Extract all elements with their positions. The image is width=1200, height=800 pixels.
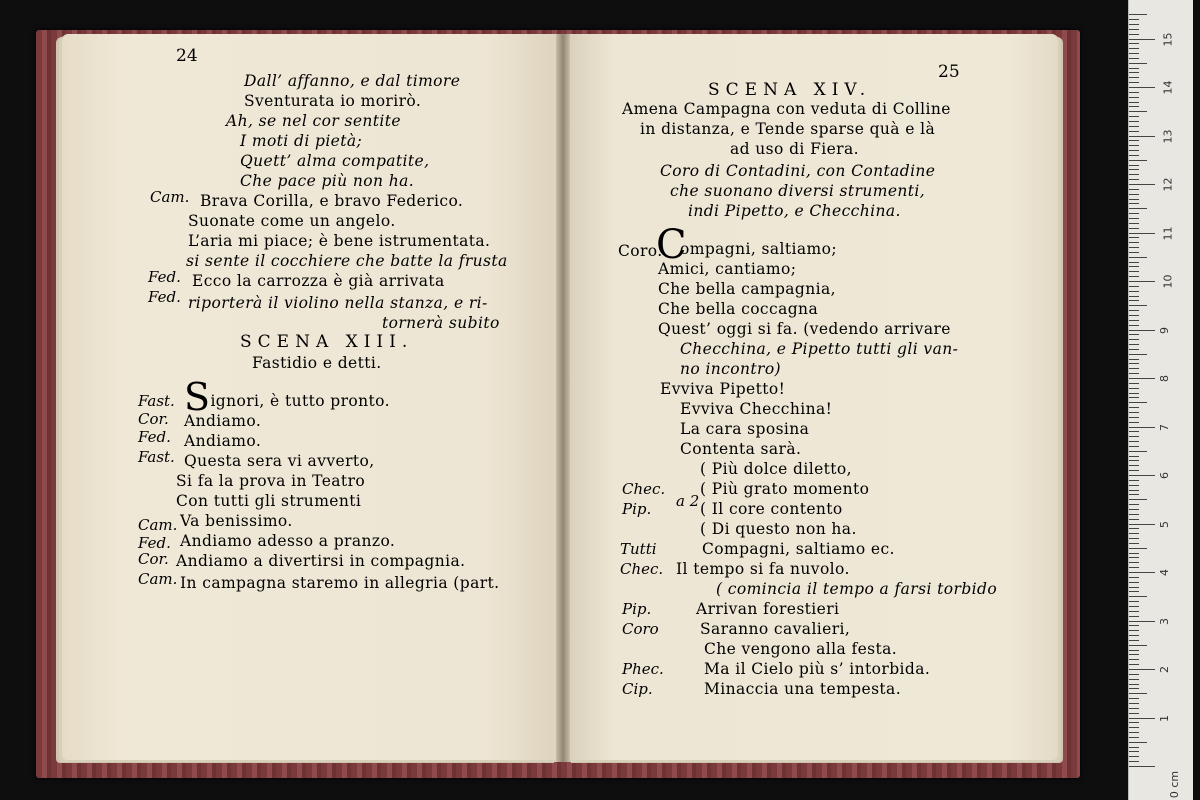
ruler-tick xyxy=(1129,427,1155,428)
ruler-tick xyxy=(1129,732,1139,733)
ruler-tick xyxy=(1129,140,1139,141)
ruler-tick xyxy=(1129,407,1139,408)
verse-line: Ecco la carrozza è già arrivata xyxy=(192,272,445,290)
verse-line: Evviva Pipetto! xyxy=(660,380,786,398)
drop-cap: S xyxy=(184,375,211,419)
ruler-tick xyxy=(1129,199,1139,200)
ruler-tick xyxy=(1129,548,1147,549)
ruler-tick xyxy=(1129,567,1139,568)
ruler-tick xyxy=(1129,330,1155,331)
ruler-number: 15 xyxy=(1161,32,1175,46)
ruler-tick xyxy=(1129,339,1139,340)
ruler-tick xyxy=(1129,257,1147,258)
ruler-tick xyxy=(1129,77,1139,78)
ruler-tick xyxy=(1129,504,1139,505)
verse-line: Ah, se nel cor sentite xyxy=(226,112,401,130)
speaker-label: Fed. xyxy=(148,268,181,286)
verse-line: no incontro) xyxy=(680,360,781,378)
ruler-tick xyxy=(1129,446,1139,447)
ruler-tick xyxy=(1129,368,1139,369)
ruler-tick xyxy=(1129,131,1139,132)
speaker-label: Coro xyxy=(622,620,659,638)
ruler-tick xyxy=(1129,465,1139,466)
ruler-tick xyxy=(1129,674,1139,675)
ruler-tick xyxy=(1129,373,1139,374)
ruler-tick xyxy=(1129,106,1139,107)
ruler-tick xyxy=(1129,577,1139,578)
verse-line: riporterà il violino nella stanza, e ri- xyxy=(188,294,488,312)
ruler-tick xyxy=(1129,538,1139,539)
verse-line: I moti di pietà; xyxy=(240,132,363,150)
verse-line: Checchina, e Pipetto tutti gli van- xyxy=(680,340,959,358)
ruler-tick xyxy=(1129,562,1139,563)
ruler-tick xyxy=(1129,514,1139,515)
ruler-tick xyxy=(1129,179,1139,180)
ruler-tick xyxy=(1129,509,1139,510)
scene-heading: SCENA XIV. xyxy=(708,80,872,100)
ruler-tick xyxy=(1129,53,1139,54)
ruler-tick xyxy=(1129,693,1147,694)
ruler-tick xyxy=(1129,528,1139,529)
ruler-tick xyxy=(1129,402,1147,403)
ruler-tick xyxy=(1129,553,1139,554)
ruler-tick xyxy=(1129,155,1139,156)
ruler-tick xyxy=(1129,145,1139,146)
ruler-tick xyxy=(1129,271,1139,272)
speaker-label: Fast. xyxy=(138,392,175,410)
ruler-tick xyxy=(1129,169,1139,170)
ruler-tick xyxy=(1129,635,1139,636)
stage-direction: ad uso di Fiera. xyxy=(730,140,859,158)
speaker-label: Chec. xyxy=(622,480,666,498)
ruler-tick xyxy=(1129,718,1155,719)
verse-line: Dall’ affanno, e dal timore xyxy=(244,72,461,90)
ruler-number: 11 xyxy=(1161,226,1175,240)
book-gutter xyxy=(556,34,570,762)
ruler-number: 2 xyxy=(1158,666,1171,673)
ruler-tick xyxy=(1129,165,1139,166)
ruler-tick xyxy=(1129,664,1139,665)
ruler-tick xyxy=(1129,747,1139,748)
ruler-tick xyxy=(1129,72,1139,73)
ruler-tick xyxy=(1129,393,1139,394)
dialogue-line: Va benissimo. xyxy=(180,512,293,530)
ruler-tick xyxy=(1129,756,1139,757)
ruler-tick xyxy=(1129,679,1139,680)
ruler-tick xyxy=(1129,39,1155,40)
ruler-tick xyxy=(1129,451,1147,452)
verse-line: Che bella coccagna xyxy=(658,300,819,318)
stage-direction: Amena Campagna con veduta di Colline xyxy=(622,100,951,118)
verse-line: Evviva Checchina! xyxy=(680,400,833,418)
ruler-tick xyxy=(1129,349,1139,350)
drop-cap: C xyxy=(656,222,688,268)
page-number-right: 25 xyxy=(938,62,960,82)
ruler-tick xyxy=(1129,92,1139,93)
ruler-tick xyxy=(1129,431,1139,432)
ruler-tick xyxy=(1129,388,1139,389)
ruler-tick xyxy=(1129,189,1139,190)
ruler-tick xyxy=(1129,625,1139,626)
ruler-tick xyxy=(1129,291,1139,292)
verse-line: Quest’ oggi si fa. (vedendo arrivare xyxy=(658,320,951,338)
ruler-tick xyxy=(1129,713,1139,714)
ruler-tick xyxy=(1129,436,1139,437)
verse-line: Amici, cantiamo; xyxy=(658,260,797,278)
ruler-tick xyxy=(1129,121,1139,122)
ruler-tick xyxy=(1129,698,1139,699)
speaker-label: Cam. xyxy=(138,516,178,534)
ruler-tick xyxy=(1129,359,1139,360)
dialogue-line: Si fa la prova in Teatro xyxy=(176,472,366,490)
ruler-tick xyxy=(1129,397,1139,398)
ruler-tick xyxy=(1129,611,1139,612)
ruler-number: 7 xyxy=(1158,423,1171,431)
ruler-tick xyxy=(1129,650,1139,651)
ruler-tick xyxy=(1129,150,1139,151)
speaker-label: Phec. xyxy=(622,660,664,678)
ruler-tick xyxy=(1129,24,1139,25)
ruler-tick xyxy=(1129,126,1139,127)
ruler-tick xyxy=(1129,519,1139,520)
ruler-tick xyxy=(1129,174,1139,175)
ruler-tick xyxy=(1129,659,1139,660)
ruler-tick xyxy=(1129,14,1147,15)
ruler-number: 14 xyxy=(1161,80,1175,95)
ruler-number: 3 xyxy=(1158,617,1171,625)
ruler-tick xyxy=(1129,606,1139,607)
ruler-tick xyxy=(1129,228,1139,229)
ruler-tick xyxy=(1129,48,1139,49)
ruler-tick xyxy=(1129,262,1139,263)
ruler-tick xyxy=(1129,645,1147,646)
speaker-label: Fed. xyxy=(148,288,181,306)
ruler-tick xyxy=(1129,572,1155,573)
speaker-label: Chec. xyxy=(620,560,664,578)
speaker-label: Cam. xyxy=(138,570,178,588)
verse-line: Ma il Cielo più s’ intorbida. xyxy=(704,660,931,678)
ruler-tick xyxy=(1129,490,1139,491)
verse-line: ( Più grato momento xyxy=(700,480,870,498)
page-number-left: 24 xyxy=(176,46,198,66)
ruler-tick xyxy=(1129,68,1139,69)
ruler-tick xyxy=(1129,582,1139,583)
speaker-label: Fast. xyxy=(138,448,175,466)
ruler-tick xyxy=(1129,315,1139,316)
dialogue-line xyxy=(184,375,390,419)
dialogue-line: Con tutti gli strumenti xyxy=(176,492,362,510)
speaker-label: Cor. xyxy=(138,410,169,428)
ruler-tick xyxy=(1129,116,1139,117)
ruler-tick xyxy=(1129,276,1139,277)
ruler-tick xyxy=(1129,363,1139,364)
stage-direction: indi Pipetto, e Checchina. xyxy=(688,202,901,220)
ruler-tick xyxy=(1129,233,1155,234)
verse-line: Suonate come un angelo. xyxy=(188,212,396,230)
ruler-tick xyxy=(1129,19,1139,20)
ruler-tick xyxy=(1129,325,1139,326)
verse-line: Minaccia una tempesta. xyxy=(704,680,902,698)
ruler-tick xyxy=(1129,591,1139,592)
ruler-tick xyxy=(1129,296,1139,297)
verse-line: La cara sposina xyxy=(680,420,810,438)
ruler-tick xyxy=(1129,43,1139,44)
ruler-number: 1 xyxy=(1158,714,1171,722)
ruler-tick xyxy=(1129,111,1147,112)
ruler-tick xyxy=(1129,654,1139,655)
verse-line: ( Di questo non ha. xyxy=(700,520,857,538)
ruler-tick xyxy=(1129,247,1139,248)
ruler-number: 8 xyxy=(1158,375,1171,382)
ruler-tick xyxy=(1129,63,1147,64)
measuring-ruler xyxy=(1128,0,1193,800)
ruler-tick xyxy=(1129,761,1139,762)
stage-direction: in distanza, e Tende sparse quà e là xyxy=(640,120,936,138)
ruler-tick xyxy=(1129,305,1147,306)
ruler-tick xyxy=(1129,456,1139,457)
ruler-tick xyxy=(1129,223,1139,224)
ruler-number: 4 xyxy=(1158,569,1171,576)
ruler-tick xyxy=(1129,344,1139,345)
ruler-tick xyxy=(1129,286,1139,287)
ruler-tick xyxy=(1129,237,1139,238)
ruler-tick xyxy=(1129,266,1139,267)
ruler-tick xyxy=(1129,494,1139,495)
ruler-tick xyxy=(1129,218,1139,219)
ruler-tick xyxy=(1129,601,1139,602)
stage-direction: Coro di Contadini, con Contadine xyxy=(660,162,936,180)
speaker-label: Cam. xyxy=(150,188,190,206)
ruler-tick xyxy=(1129,136,1155,137)
speaker-label: Cor. xyxy=(138,550,169,568)
ruler-tick xyxy=(1129,334,1139,335)
stage-direction: che suonano diversi strumenti, xyxy=(670,182,926,200)
ruler-tick xyxy=(1129,34,1139,35)
ruler-tick xyxy=(1129,310,1139,311)
ruler-tick xyxy=(1129,82,1139,83)
ruler-tick xyxy=(1129,708,1139,709)
ruler-number: 6 xyxy=(1158,472,1171,479)
verse-line: tornerà subito xyxy=(382,314,500,332)
ruler-tick xyxy=(1129,640,1139,641)
ruler-tick xyxy=(1129,543,1139,544)
dialogue-line: In campagna staremo in allegria (part. xyxy=(180,574,500,592)
ruler-tick xyxy=(1129,766,1155,767)
ruler-number: 5 xyxy=(1158,520,1171,528)
speaker-label: Tutti xyxy=(620,540,657,558)
dialogue-line: Andiamo. xyxy=(184,432,262,450)
ruler-tick xyxy=(1129,751,1139,752)
ruler-tick xyxy=(1129,208,1147,209)
verse-line: si sente il cocchiere che batte la frusta xyxy=(186,252,508,270)
ruler-number: 10 xyxy=(1161,274,1175,289)
scene-subtitle: Fastidio e detti. xyxy=(252,354,382,372)
ruler-tick xyxy=(1129,281,1155,282)
ruler-tick xyxy=(1129,616,1139,617)
ruler-tick xyxy=(1129,383,1139,384)
speaker-label: Fed. xyxy=(138,534,171,552)
verse-line: ompagni, saltiamo; xyxy=(680,240,837,258)
verse-line: ( Il core contento xyxy=(700,500,843,518)
ruler-tick xyxy=(1129,485,1139,486)
ruler-tick xyxy=(1129,213,1139,214)
speaker-label: Pip. xyxy=(622,600,652,618)
verse-line: Che bella campagnia, xyxy=(658,280,836,298)
verse-line: Brava Corilla, e bravo Federico. xyxy=(200,192,464,210)
ruler-number: 12 xyxy=(1161,177,1175,192)
verse-line: Saranno cavalieri, xyxy=(700,620,851,638)
speaker-label: Cip. xyxy=(622,680,653,698)
ruler-tick xyxy=(1129,480,1139,481)
dialogue-line: Andiamo a divertirsi in compagnia. xyxy=(176,552,466,570)
verse-line: Che vengono alla festa. xyxy=(704,640,898,658)
verse-line: Compagni, saltiamo ec. xyxy=(702,540,895,558)
dialogue-line: Andiamo. xyxy=(184,412,262,430)
ruler-tick xyxy=(1129,412,1139,413)
ruler-tick xyxy=(1129,194,1139,195)
ruler-tick xyxy=(1129,470,1139,471)
ruler-tick xyxy=(1129,524,1155,525)
ruler-tick xyxy=(1129,97,1139,98)
ruler-tick xyxy=(1129,621,1155,622)
ruler-tick xyxy=(1129,102,1139,103)
ruler-number: 9 xyxy=(1158,326,1171,334)
ruler-tick xyxy=(1129,669,1155,670)
speaker-label: Coro. xyxy=(618,242,663,260)
ruler-tick xyxy=(1129,499,1147,500)
ruler-tick xyxy=(1129,203,1139,204)
ruler-tick xyxy=(1129,742,1147,743)
ruler-tick xyxy=(1129,422,1139,423)
verse-line: Arrivan forestieri xyxy=(696,600,840,618)
ruler-tick xyxy=(1129,727,1139,728)
ruler-tick xyxy=(1129,688,1139,689)
verse-line: Il tempo si fa nuvolo. xyxy=(676,560,850,578)
ruler-tick xyxy=(1129,58,1139,59)
ruler-tick xyxy=(1129,703,1139,704)
ruler-number: 13 xyxy=(1161,129,1175,143)
speaker-label: Pip. xyxy=(622,500,652,518)
ruler-tick xyxy=(1129,160,1147,161)
dialogue-text: ignori, è tutto pronto. xyxy=(210,392,390,410)
ruler-tick xyxy=(1129,737,1139,738)
ruler-tick xyxy=(1129,252,1139,253)
ruler-tick xyxy=(1129,630,1139,631)
dialogue-line: Questa sera vi avverto, xyxy=(184,452,375,470)
ruler-tick xyxy=(1129,300,1139,301)
speaker-label: Fed. xyxy=(138,428,171,446)
ruler-tick xyxy=(1129,533,1139,534)
verse-line: ( comincia il tempo a farsi torbido xyxy=(716,580,998,598)
ruler-tick xyxy=(1129,378,1155,379)
verse-line: Che pace più non ha. xyxy=(240,172,415,190)
verse-line: Sventurata io morirò. xyxy=(244,92,422,110)
ruler-tick xyxy=(1129,87,1155,88)
ruler-tick xyxy=(1129,354,1147,355)
ruler-tick xyxy=(1129,684,1139,685)
ruler-unit-label: 0 cm xyxy=(1168,770,1182,799)
verse-line: Quett’ alma compatite, xyxy=(240,152,430,170)
ruler-tick xyxy=(1129,184,1155,185)
ruler-tick xyxy=(1129,441,1139,442)
dialogue-line: Andiamo adesso a pranzo. xyxy=(180,532,396,550)
scene-heading: SCENA XIII. xyxy=(240,332,414,352)
verse-line: L’aria mi piace; è bene istrumentata. xyxy=(188,232,491,250)
speaker-label: a 2 xyxy=(676,492,700,510)
ruler-tick xyxy=(1129,417,1139,418)
ruler-tick xyxy=(1129,475,1155,476)
ruler-tick xyxy=(1129,320,1139,321)
verse-line: ( Più dolce diletto, xyxy=(700,460,852,478)
ruler-tick xyxy=(1129,596,1147,597)
ruler-tick xyxy=(1129,29,1139,30)
ruler-tick xyxy=(1129,722,1139,723)
verse-line: Contenta sarà. xyxy=(680,440,802,458)
ruler-tick xyxy=(1129,242,1139,243)
ruler-tick xyxy=(1129,557,1139,558)
ruler-tick xyxy=(1129,460,1139,461)
ruler-tick xyxy=(1129,587,1139,588)
